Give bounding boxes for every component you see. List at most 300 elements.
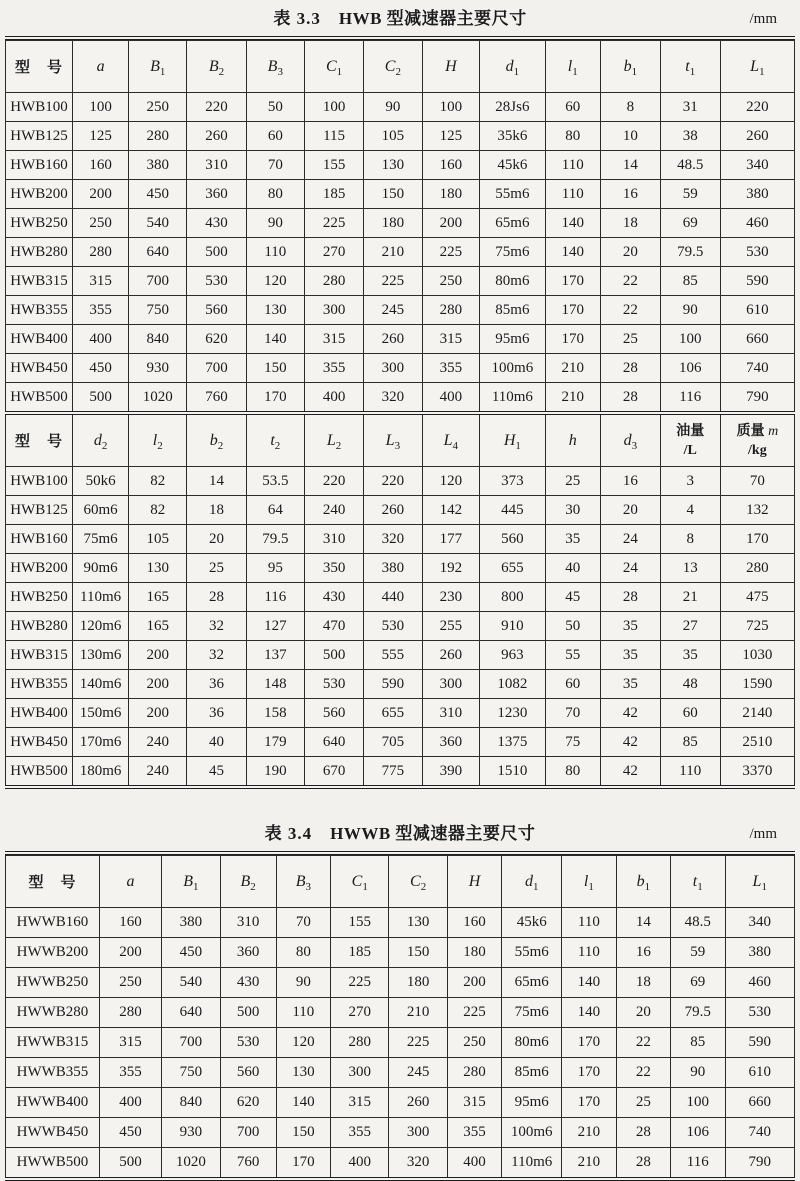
column-header-d1: $d_1$ <box>480 41 545 93</box>
value-cell: 390 <box>422 757 480 786</box>
model-cell: HWB355 <box>6 670 73 699</box>
value-cell: 245 <box>364 296 422 325</box>
value-cell: 120 <box>276 1028 330 1058</box>
value-cell: 660 <box>720 325 794 354</box>
value-cell: 38 <box>660 122 720 151</box>
model-cell: HWB315 <box>6 267 73 296</box>
column-header-H1: $H_1$ <box>480 413 545 467</box>
value-cell: 130 <box>129 554 187 583</box>
value-cell: 110 <box>276 998 330 1028</box>
value-cell: 185 <box>331 938 389 968</box>
value-cell: 450 <box>73 354 129 383</box>
header-row <box>6 856 795 908</box>
value-cell: 310 <box>422 699 480 728</box>
table-row <box>6 1148 795 1178</box>
value-cell: 440 <box>364 583 422 612</box>
table-row <box>6 757 795 786</box>
value-cell: 530 <box>187 267 246 296</box>
value-cell: 200 <box>99 938 161 968</box>
value-cell: 100 <box>422 93 480 122</box>
value-cell: 48.5 <box>671 908 725 938</box>
value-cell: 21 <box>660 583 720 612</box>
value-cell: 200 <box>129 699 187 728</box>
value-cell: 25 <box>187 554 246 583</box>
value-cell: 22 <box>616 1058 670 1088</box>
value-cell: 50 <box>246 93 304 122</box>
value-cell: 300 <box>422 670 480 699</box>
value-cell: 240 <box>129 757 187 786</box>
value-cell: 380 <box>720 180 794 209</box>
value-cell: 140 <box>545 209 600 238</box>
value-cell: 28 <box>600 354 660 383</box>
value-cell: 95m6 <box>480 325 545 354</box>
table-row <box>6 1118 795 1148</box>
value-cell: 500 <box>73 383 129 412</box>
value-cell: 110m6 <box>73 583 129 612</box>
model-cell: HWB400 <box>6 699 73 728</box>
value-cell: 200 <box>129 641 187 670</box>
table-row <box>6 383 795 412</box>
model-cell: HWB250 <box>6 583 73 612</box>
value-cell: 60m6 <box>73 496 129 525</box>
value-cell: 300 <box>305 296 364 325</box>
model-cell: HWB100 <box>6 93 73 122</box>
value-cell: 320 <box>364 525 422 554</box>
value-cell: 400 <box>99 1088 161 1118</box>
value-cell: 170 <box>276 1148 330 1178</box>
table-row <box>6 325 795 354</box>
value-cell: 60 <box>246 122 304 151</box>
value-cell: 220 <box>364 467 422 496</box>
value-cell: 170 <box>720 525 794 554</box>
value-cell: 610 <box>725 1058 795 1088</box>
value-cell: 340 <box>725 908 795 938</box>
value-cell: 220 <box>187 93 246 122</box>
table-row <box>6 209 795 238</box>
value-cell: 42 <box>600 699 660 728</box>
table-row <box>6 938 795 968</box>
value-cell: 250 <box>73 209 129 238</box>
column-header-d2: $d_2$ <box>73 413 129 467</box>
value-cell: 300 <box>364 354 422 383</box>
value-cell: 1230 <box>480 699 545 728</box>
value-cell: 50 <box>545 612 600 641</box>
table-row <box>6 180 795 209</box>
value-cell: 560 <box>480 525 545 554</box>
value-cell: 90 <box>364 93 422 122</box>
value-cell: 450 <box>129 180 187 209</box>
value-cell: 70 <box>545 699 600 728</box>
value-cell: 18 <box>187 496 246 525</box>
value-cell: 225 <box>389 1028 447 1058</box>
column-header-d3: $d_3$ <box>600 413 660 467</box>
value-cell: 18 <box>616 968 670 998</box>
value-cell: 110m6 <box>502 1148 562 1178</box>
value-cell: 100m6 <box>480 354 545 383</box>
value-cell: 36 <box>187 670 246 699</box>
value-cell: 170 <box>562 1028 616 1058</box>
value-cell: 105 <box>129 525 187 554</box>
value-cell: 90 <box>671 1058 725 1088</box>
value-cell: 1510 <box>480 757 545 786</box>
value-cell: 160 <box>99 908 161 938</box>
column-header-l1: $l_1$ <box>545 41 600 93</box>
value-cell: 210 <box>562 1148 616 1178</box>
value-cell: 160 <box>447 908 501 938</box>
model-cell: HWWB450 <box>6 1118 100 1148</box>
column-header-b1: $b_1$ <box>616 856 670 908</box>
model-cell: HWWB315 <box>6 1028 100 1058</box>
value-cell: 110 <box>246 238 304 267</box>
column-header-C1: $C_1$ <box>331 856 389 908</box>
value-cell: 90 <box>276 968 330 998</box>
value-cell: 360 <box>422 728 480 757</box>
value-cell: 79.5 <box>246 525 304 554</box>
value-cell: 179 <box>246 728 304 757</box>
column-header-t2: $t_2$ <box>246 413 304 467</box>
value-cell: 355 <box>73 296 129 325</box>
value-cell: 705 <box>364 728 422 757</box>
column-header-a: a <box>73 41 129 93</box>
value-cell: 280 <box>129 122 187 151</box>
value-cell: 315 <box>305 325 364 354</box>
value-cell: 130 <box>246 296 304 325</box>
value-cell: 115 <box>305 122 364 151</box>
value-cell: 28 <box>616 1118 670 1148</box>
column-header-B3: $B_3$ <box>276 856 330 908</box>
value-cell: 20 <box>600 238 660 267</box>
value-cell: 130m6 <box>73 641 129 670</box>
value-cell: 260 <box>187 122 246 151</box>
value-cell: 24 <box>600 554 660 583</box>
value-cell: 380 <box>129 151 187 180</box>
value-cell: 355 <box>447 1118 501 1148</box>
value-cell: 380 <box>725 938 795 968</box>
value-cell: 28 <box>600 383 660 412</box>
value-cell: 192 <box>422 554 480 583</box>
table-row <box>6 151 795 180</box>
value-cell: 4 <box>660 496 720 525</box>
table2-caption <box>5 821 795 847</box>
value-cell: 775 <box>364 757 422 786</box>
value-cell: 760 <box>187 383 246 412</box>
value-cell: 260 <box>720 122 794 151</box>
value-cell: 560 <box>305 699 364 728</box>
table1-section1 <box>5 40 795 411</box>
value-cell: 59 <box>671 938 725 968</box>
value-cell: 80 <box>545 122 600 151</box>
value-cell: 79.5 <box>671 998 725 1028</box>
value-cell: 140 <box>562 968 616 998</box>
table-row <box>6 670 795 699</box>
column-header-H: H <box>447 856 501 908</box>
value-cell: 75m6 <box>480 238 545 267</box>
table2-caption-title: HWWB 型减速器主要尺寸 <box>330 824 536 843</box>
value-cell: 110 <box>545 180 600 209</box>
value-cell: 48 <box>660 670 720 699</box>
value-cell: 110 <box>660 757 720 786</box>
model-cell: HWWB250 <box>6 968 100 998</box>
value-cell: 100 <box>305 93 364 122</box>
value-cell: 170 <box>246 383 304 412</box>
value-cell: 225 <box>422 238 480 267</box>
value-cell: 85 <box>660 728 720 757</box>
value-cell: 100m6 <box>502 1118 562 1148</box>
table-row <box>6 1058 795 1088</box>
value-cell: 700 <box>129 267 187 296</box>
value-cell: 100 <box>73 93 129 122</box>
value-cell: 60 <box>660 699 720 728</box>
value-cell: 620 <box>187 325 246 354</box>
value-cell: 120 <box>246 267 304 296</box>
value-cell: 445 <box>480 496 545 525</box>
value-cell: 140m6 <box>73 670 129 699</box>
value-cell: 150m6 <box>73 699 129 728</box>
value-cell: 640 <box>129 238 187 267</box>
value-cell: 95m6 <box>502 1088 562 1118</box>
model-cell: HWB500 <box>6 383 73 412</box>
table1-hwb-dimensions <box>5 36 795 789</box>
value-cell: 270 <box>305 238 364 267</box>
header-row <box>6 413 795 467</box>
value-cell: 460 <box>720 209 794 238</box>
value-cell: 35 <box>600 612 660 641</box>
value-cell: 25 <box>600 325 660 354</box>
model-cell: HWWB500 <box>6 1148 100 1178</box>
value-cell: 120 <box>422 467 480 496</box>
value-cell: 750 <box>129 296 187 325</box>
value-cell: 150 <box>364 180 422 209</box>
value-cell: 90m6 <box>73 554 129 583</box>
table-row <box>6 641 795 670</box>
value-cell: 380 <box>364 554 422 583</box>
value-cell: 75 <box>545 728 600 757</box>
value-cell: 150 <box>246 354 304 383</box>
value-cell: 120m6 <box>73 612 129 641</box>
table-row <box>6 467 795 496</box>
table-row <box>6 612 795 641</box>
value-cell: 3370 <box>720 757 794 786</box>
model-cell: HWB280 <box>6 612 73 641</box>
value-cell: 225 <box>364 267 422 296</box>
value-cell: 130 <box>276 1058 330 1088</box>
value-cell: 170 <box>545 267 600 296</box>
value-cell: 355 <box>422 354 480 383</box>
model-cell: HWB125 <box>6 122 73 151</box>
value-cell: 100 <box>671 1088 725 1118</box>
value-cell: 2140 <box>720 699 794 728</box>
model-cell: HWB500 <box>6 757 73 786</box>
table2-caption-label: 表 3.4 <box>264 824 313 843</box>
model-cell: HWB125 <box>6 496 73 525</box>
column-header-l1: $l_1$ <box>562 856 616 908</box>
table-row <box>6 699 795 728</box>
value-cell: 450 <box>99 1118 161 1148</box>
table-row <box>6 554 795 583</box>
model-cell: HWB450 <box>6 728 73 757</box>
value-cell: 240 <box>305 496 364 525</box>
model-cell: HWB400 <box>6 325 73 354</box>
value-cell: 20 <box>616 998 670 1028</box>
value-cell: 18 <box>600 209 660 238</box>
value-cell: 110m6 <box>480 383 545 412</box>
value-cell: 14 <box>616 908 670 938</box>
value-cell: 180 <box>422 180 480 209</box>
table2-hwwb-dimensions <box>5 851 795 1181</box>
model-cell: HWWB200 <box>6 938 100 968</box>
value-cell: 55m6 <box>502 938 562 968</box>
column-header-t1: $t_1$ <box>660 41 720 93</box>
value-cell: 210 <box>562 1118 616 1148</box>
value-cell: 500 <box>220 998 276 1028</box>
value-cell: 315 <box>422 325 480 354</box>
value-cell: 80m6 <box>480 267 545 296</box>
value-cell: 80m6 <box>502 1028 562 1058</box>
column-header-b2: $b_2$ <box>187 413 246 467</box>
value-cell: 220 <box>305 467 364 496</box>
value-cell: 245 <box>389 1058 447 1088</box>
value-cell: 790 <box>725 1148 795 1178</box>
value-cell: 660 <box>725 1088 795 1118</box>
value-cell: 460 <box>725 968 795 998</box>
value-cell: 59 <box>660 180 720 209</box>
value-cell: 210 <box>545 354 600 383</box>
value-cell: 35 <box>600 670 660 699</box>
value-cell: 70 <box>246 151 304 180</box>
value-cell: 300 <box>389 1118 447 1148</box>
column-header-L4: $L_4$ <box>422 413 480 467</box>
value-cell: 540 <box>162 968 220 998</box>
value-cell: 110 <box>562 938 616 968</box>
value-cell: 740 <box>720 354 794 383</box>
value-cell: 90 <box>660 296 720 325</box>
value-cell: 45k6 <box>480 151 545 180</box>
column-header-质量: 质量 m /kg <box>720 413 794 467</box>
value-cell: 380 <box>162 908 220 938</box>
value-cell: 170 <box>545 296 600 325</box>
value-cell: 220 <box>720 93 794 122</box>
value-cell: 210 <box>545 383 600 412</box>
table-row <box>6 238 795 267</box>
table-row <box>6 354 795 383</box>
value-cell: 28 <box>600 583 660 612</box>
value-cell: 555 <box>364 641 422 670</box>
value-cell: 280 <box>331 1028 389 1058</box>
value-cell: 200 <box>73 180 129 209</box>
value-cell: 127 <box>246 612 304 641</box>
table1-caption-label: 表 3.3 <box>273 9 321 28</box>
table-row <box>6 1088 795 1118</box>
value-cell: 360 <box>187 180 246 209</box>
value-cell: 530 <box>364 612 422 641</box>
value-cell: 35k6 <box>480 122 545 151</box>
column-header-model: 型 号 <box>6 856 100 908</box>
column-header-a: a <box>99 856 161 908</box>
value-cell: 48.5 <box>660 151 720 180</box>
value-cell: 165 <box>129 612 187 641</box>
value-cell: 560 <box>187 296 246 325</box>
value-cell: 160 <box>422 151 480 180</box>
column-header-B1: $B_1$ <box>129 41 187 93</box>
value-cell: 70 <box>276 908 330 938</box>
value-cell: 225 <box>331 968 389 998</box>
value-cell: 225 <box>447 998 501 1028</box>
value-cell: 180 <box>389 968 447 998</box>
value-cell: 280 <box>422 296 480 325</box>
column-header-B2: $B_2$ <box>220 856 276 908</box>
value-cell: 105 <box>364 122 422 151</box>
value-cell: 315 <box>447 1088 501 1118</box>
value-cell: 79.5 <box>660 238 720 267</box>
value-cell: 590 <box>720 267 794 296</box>
value-cell: 95 <box>246 554 304 583</box>
value-cell: 170m6 <box>73 728 129 757</box>
value-cell: 270 <box>331 998 389 1028</box>
value-cell: 8 <box>660 525 720 554</box>
model-cell: HWB250 <box>6 209 73 238</box>
value-cell: 560 <box>220 1058 276 1088</box>
column-header-L2: $L_2$ <box>305 413 364 467</box>
value-cell: 700 <box>187 354 246 383</box>
value-cell: 280 <box>99 998 161 1028</box>
value-cell: 2510 <box>720 728 794 757</box>
table-row <box>6 728 795 757</box>
model-cell: HWB200 <box>6 180 73 209</box>
table2-caption-unit: /mm <box>749 826 777 842</box>
value-cell: 670 <box>305 757 364 786</box>
value-cell: 430 <box>187 209 246 238</box>
value-cell: 65m6 <box>502 968 562 998</box>
value-cell: 1082 <box>480 670 545 699</box>
value-cell: 150 <box>389 938 447 968</box>
model-cell: HWB200 <box>6 554 73 583</box>
value-cell: 69 <box>660 209 720 238</box>
model-cell: HWB160 <box>6 525 73 554</box>
value-cell: 610 <box>720 296 794 325</box>
value-cell: 355 <box>331 1118 389 1148</box>
table1-caption-unit: /mm <box>749 11 777 27</box>
value-cell: 500 <box>305 641 364 670</box>
value-cell: 750 <box>162 1058 220 1088</box>
value-cell: 470 <box>305 612 364 641</box>
model-cell: HWWB355 <box>6 1058 100 1088</box>
table-row <box>6 496 795 525</box>
value-cell: 32 <box>187 641 246 670</box>
value-cell: 500 <box>99 1148 161 1178</box>
value-cell: 25 <box>545 467 600 496</box>
value-cell: 430 <box>220 968 276 998</box>
value-cell: 930 <box>129 354 187 383</box>
value-cell: 35 <box>600 641 660 670</box>
value-cell: 655 <box>364 699 422 728</box>
value-cell: 800 <box>480 583 545 612</box>
value-cell: 140 <box>276 1088 330 1118</box>
value-cell: 310 <box>305 525 364 554</box>
value-cell: 22 <box>600 296 660 325</box>
column-header-B1: $B_1$ <box>162 856 220 908</box>
value-cell: 130 <box>364 151 422 180</box>
value-cell: 116 <box>660 383 720 412</box>
value-cell: 116 <box>671 1148 725 1178</box>
model-cell: HWB450 <box>6 354 73 383</box>
value-cell: 165 <box>129 583 187 612</box>
value-cell: 22 <box>600 267 660 296</box>
value-cell: 225 <box>305 209 364 238</box>
model-cell: HWB315 <box>6 641 73 670</box>
value-cell: 20 <box>187 525 246 554</box>
value-cell: 35 <box>660 641 720 670</box>
value-cell: 450 <box>162 938 220 968</box>
